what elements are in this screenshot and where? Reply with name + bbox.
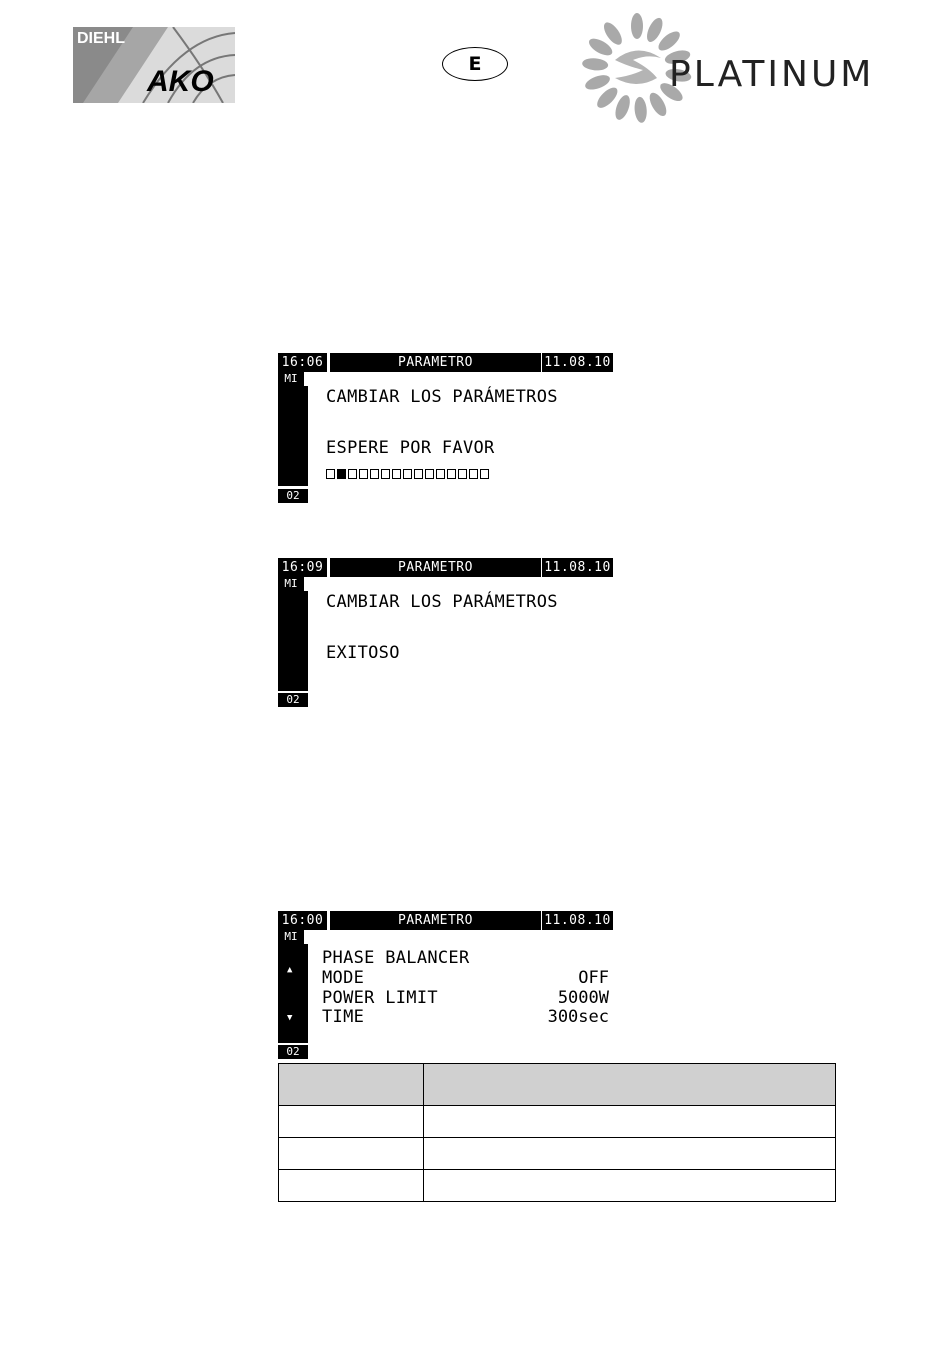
diehl-wordmark: DIEHL [77, 30, 125, 47]
lcd-screen-2 [278, 558, 613, 710]
lcd-screen-3 [278, 911, 613, 1063]
screen-line: EXITOSO [326, 643, 400, 663]
param-value-time: 300sec [547, 1007, 609, 1027]
screen-line: CAMBIAR LOS PARÁMETROS [326, 387, 558, 407]
table-cell [424, 1138, 836, 1170]
platinum-logo [555, 12, 885, 124]
table-cell [279, 1138, 424, 1170]
table-cell [424, 1106, 836, 1138]
scroll-up-icon[interactable]: ▲ [287, 965, 293, 975]
progress-cell [458, 469, 467, 479]
progress-cell [436, 469, 445, 479]
param-value-mode: OFF [578, 968, 609, 988]
language-badge: E [442, 47, 508, 81]
progress-indicator [326, 469, 489, 479]
screen-line: CAMBIAR LOS PARÁMETROS [326, 592, 558, 612]
progress-cell [447, 469, 456, 479]
progress-cell [370, 469, 379, 479]
screen-title: PARAMETRO [330, 353, 541, 372]
progress-cell [337, 469, 346, 479]
progress-cell [480, 469, 489, 479]
scroll-down-icon[interactable]: ▼ [287, 1013, 293, 1023]
screen-date: 11.08.10 [542, 558, 613, 577]
screen-sidebar [278, 591, 308, 691]
table-cell [279, 1106, 424, 1138]
parameter-table [278, 1063, 836, 1202]
screen-title: PARAMETRO [330, 911, 541, 930]
diehl-ako-logo [73, 27, 235, 103]
screen-title: PARAMETRO [330, 558, 541, 577]
progress-cell [425, 469, 434, 479]
progress-cell [414, 469, 423, 479]
screen-date: 11.08.10 [542, 911, 613, 930]
screen-heading: PHASE BALANCER [322, 948, 470, 968]
screen-day: MI [278, 372, 304, 386]
progress-cell [326, 469, 335, 479]
screen-sidebar [278, 944, 308, 1043]
lcd-screen-1 [278, 353, 613, 505]
table-header-cell [279, 1064, 424, 1106]
table-row [279, 1106, 836, 1138]
progress-cell [359, 469, 368, 479]
param-label-time: TIME [322, 1007, 365, 1027]
screen-time: 16:06 [278, 353, 327, 372]
screen-day: MI [278, 930, 304, 944]
param-label-power-limit: POWER LIMIT [322, 988, 438, 1008]
table-cell [279, 1170, 424, 1202]
param-value-power-limit: 5000W [557, 988, 609, 1008]
table-row [279, 1138, 836, 1170]
screen-sidebar [278, 386, 308, 486]
progress-cell [381, 469, 390, 479]
progress-cell [403, 469, 412, 479]
progress-cell [348, 469, 357, 479]
progress-cell [392, 469, 401, 479]
ako-wordmark: AKO [147, 65, 214, 98]
param-label-mode: MODE [322, 968, 365, 988]
screen-time: 16:00 [278, 911, 327, 930]
progress-cell [469, 469, 478, 479]
screen-day: MI [278, 577, 304, 591]
screen-page: 02 [278, 693, 308, 707]
table-header-row [279, 1064, 836, 1106]
screen-page: 02 [278, 1045, 308, 1059]
screen-time: 16:09 [278, 558, 327, 577]
table-cell [424, 1170, 836, 1202]
screen-date: 11.08.10 [542, 353, 613, 372]
screen-page: 02 [278, 489, 308, 503]
table-row [279, 1170, 836, 1202]
table-header-cell [424, 1064, 836, 1106]
screen-line: ESPERE POR FAVOR [326, 438, 495, 458]
platinum-wordmark: PLATINUM [669, 54, 875, 95]
